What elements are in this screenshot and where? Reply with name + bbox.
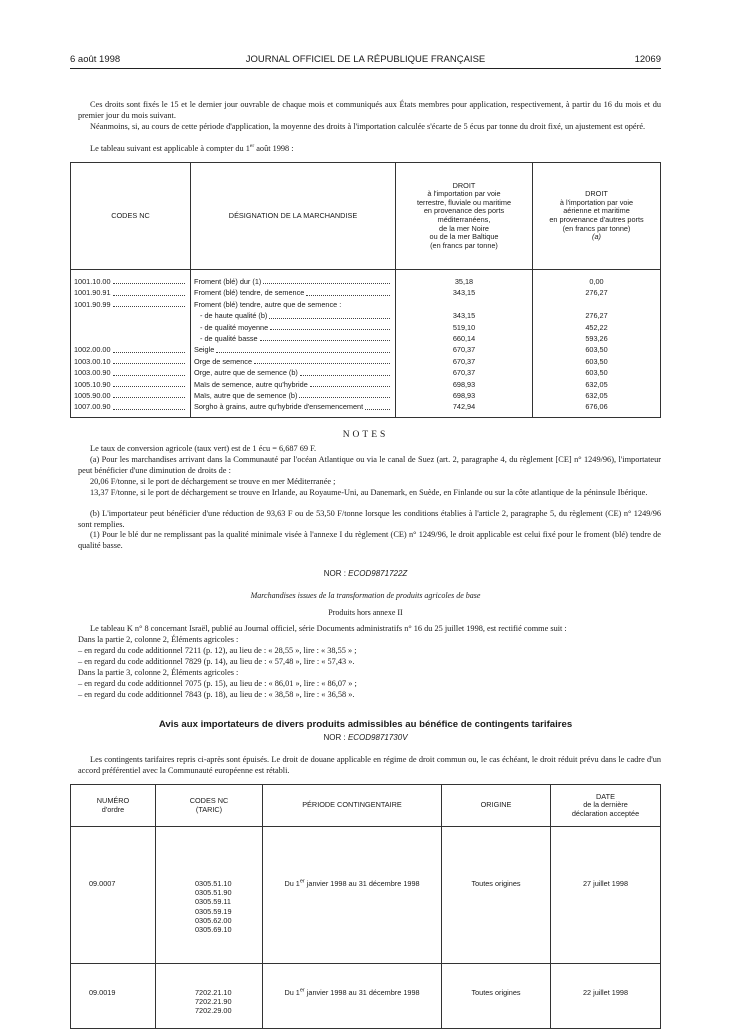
nor-reference-2: NOR : ECOD9871730V — [323, 733, 408, 742]
note-b: (b) L'importateur peut bénéficier d'une réduction de 93,63 F ou de 53,50 F/tonne lorsque les conditions établies à l'article 2, paragraphe 5, du règlement (CE) n° 1249/96 sont remplies. — [78, 509, 661, 529]
table-header-row — [71, 163, 661, 270]
header-rule — [70, 68, 661, 69]
note-a-atlantique: 13,37 F/tonne, si le port de déchargement se trouve en Irlande, au Royaume-Uni, au Danemark, en Suède, en Finlande ou sur la côte atlantique de la péninsule Ibérique. — [90, 488, 648, 497]
header-journal-title: JOURNAL OFFICIEL DE LA RÉPUBLIQUE FRANÇAISE — [245, 54, 486, 65]
table-row: 09.0007 0305.51.10 0305.51.90 0305.59.11 0305.59.19 0305.62.00 0305.69.10 Du 1er janvier 1998 au 31 décembre 1998 Toutes origines 27 juillet 1998 — [71, 827, 661, 964]
intro-paragraph-1: Ces droits sont fixés le 15 et le dernier jour ouvrable de chaque mois et communiqués aux États membres pour application, respectivement, à partir du 16 du mois et du premier jour du mois suivant. — [78, 100, 661, 120]
col-droit-aerienne: DROIT à l'importation par voie aérienne et maritime en provenance d'autres ports (en francs par tonne) (a) — [533, 163, 661, 270]
notes-title: NOTES — [342, 430, 389, 440]
note-a-mediterranee: 20,06 F/tonne, si le port de déchargement se trouve en mer Méditerranée ; — [90, 477, 336, 486]
note-1: (1) Pour le blé dur ne remplissant pas la qualité minimale visée à l'annexe I du règlement (CE) n° 1249/96, le droit applicable est celui fixé pour le froment (blé) tendre de qualité basse. — [78, 530, 661, 550]
header-date: 6 août 1998 — [70, 54, 121, 65]
col-designation: DÉSIGNATION DE LA MARCHANDISE — [191, 163, 396, 270]
table-row: 1003.00.90 Orge, autre que de semence (b) 670,37 603,50 — [71, 367, 661, 378]
tariff-quota-table — [70, 784, 661, 1029]
table-row: 1005.10.90 Maïs de semence, autre qu'hybride 698,93 632,05 — [71, 379, 661, 390]
col-periode: PÉRIODE CONTINGENTAIRE — [263, 785, 442, 827]
col-numero-ordre: NUMÉRO d'ordre — [71, 785, 156, 827]
intro-paragraph-2: Néanmoins, si, au cours de cette période d'application, la moyenne des droits à l'importation calculée s'écarte de 5 écus par tonne du droit fixé, un ajustement est opéré. — [90, 122, 646, 131]
avis-title: Avis aux importateurs de divers produits admissibles au bénéfice de contingents tarifaires — [158, 719, 573, 730]
note-conversion-rate: Le taux de conversion agricole (taux vert) est de 1 écu = 6,687 69 F. — [90, 444, 317, 453]
col-origine: ORIGINE — [442, 785, 551, 827]
table-header-row — [71, 785, 661, 827]
intro-paragraph-3: Le tableau suivant est applicable à compter du 1er août 1998 : — [90, 143, 294, 153]
rectification-paragraph: Le tableau K n° 8 concernant Israël, publié au Journal officiel, série Documents administratifs n° 16 du 25 juillet 1998, est rectifié comme suit : — [90, 624, 567, 633]
table-row: - de haute qualité (b) 343,15 276,27 — [71, 310, 661, 321]
table-row: 1002.00.00 Seigle 670,37 603,50 — [71, 344, 661, 355]
import-duties-table — [70, 162, 661, 418]
table-row: - de qualité moyenne 519,10 452,22 — [71, 322, 661, 333]
note-a: (a) Pour les marchandises arrivant dans la Communauté par l'océan Atlantique ou via le canal de Suez (art. 2, paragraphe 4, du règlement [CE] n° 1249/96), l'importateur peut bénéficier d'une diminution de droits de : — [78, 455, 661, 475]
table-row: 1003.00.10 Orge de semence 670,37 603,50 — [71, 356, 661, 367]
table-row: - de qualité basse 660,14 593,26 — [71, 333, 661, 344]
nor-reference-1: NOR : ECOD9871722Z — [323, 569, 408, 578]
table-row: 1007.00.90 Sorgho à grains, autre qu'hybride d'ensemencement 742,94 676,06 — [71, 401, 661, 417]
col-codes-nc: CODES NC — [71, 163, 191, 270]
avis-paragraph: Les contingents tarifaires repris ci-après sont épuisés. Le droit de douane applicable en régime de droit commun ou, le cas échéant, le droit réduit prévu dans le cadre d'un accord préférentiel avec la Communauté européenne est rétabli. — [78, 755, 661, 775]
section-title: Marchandises issues de la transformation de produits agricoles de base — [250, 591, 481, 600]
section-subtitle: Produits hors annexe II — [328, 608, 403, 617]
rectification-line-6: – en regard du code additionnel 7843 (p. 18), au lieu de : « 38,58 », lire : « 36,58 ». — [78, 690, 355, 699]
table-row: 1001.90.99 Froment (blé) tendre, autre que de semence : — [71, 299, 661, 310]
col-codes-nc-taric: CODES NC (TARIC) — [156, 785, 263, 827]
rectification-line-1: Dans la partie 2, colonne 2, Éléments agricoles : — [78, 635, 239, 644]
rectification-line-2: – en regard du code additionnel 7211 (p. 12), au lieu de : « 28,55 », lire : « 38,55 » ; — [78, 646, 357, 655]
table-row: 09.0019 7202.21.10 7202.21.90 7202.29.00 Du 1er janvier 1998 au 31 décembre 1998 Toutes origines 22 juillet 1998 — [71, 964, 661, 1029]
rectification-line-3: – en regard du code additionnel 7829 (p. 14), au lieu de : « 57,48 », lire : « 57,43 ». — [78, 657, 355, 666]
header-page-number: 12069 — [634, 54, 661, 65]
rectification-line-5: – en regard du code additionnel 7075 (p. 15), au lieu de : « 86,01 », lire : « 86,07 » ; — [78, 679, 357, 688]
table-row: 1001.10.00 Froment (blé) dur (1) 35,18 0,00 — [71, 270, 661, 288]
table-row: 1001.90.91 Froment (blé) tendre, de semence 343,15 276,27 — [71, 287, 661, 298]
page-header — [70, 54, 661, 68]
col-droit-terrestre: DROIT à l'importation par voie terrestre, fluviale ou maritime en provenance des ports méditerranéens, de la mer Noire ou de la mer Baltique (en francs par tonne) — [396, 163, 533, 270]
table-row: 1005.90.00 Maïs, autre que de semence (b) 698,93 632,05 — [71, 390, 661, 401]
rectification-line-4: Dans la partie 3, colonne 2, Éléments agricoles : — [78, 668, 239, 677]
col-date: DATE de la dernière déclaration acceptée — [551, 785, 661, 827]
